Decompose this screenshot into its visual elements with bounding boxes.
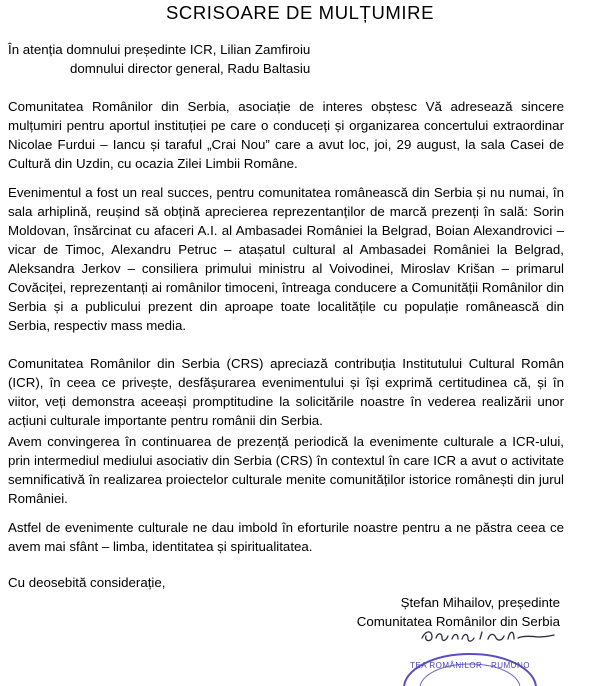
paragraph-3: Comunitatea Românilor din Serbia (CRS) apreciază contribuția Institutului Cultural Român (ICR), în ceea ce privește, desfășurarea evenimentului și își exprimă certitudinea că, și în viitor, veți demonstra aceeași promptitudine la solicitările noastre în vederea realizării unor acțiuni culturale importante pentru românii din Serbia.: [8, 356, 564, 428]
signatory-organization: Comunitatea Românilor din Serbia: [356, 614, 560, 629]
paragraph-2: Evenimentul a fost un real succes, pentru comunitatea românească din Serbia și nu numai, în sala arhiplină, reușind să obțină aprecierea reprezentanților de marcă prezenți în sală: Sorin Moldovan, însărcinat cu afaceri A.I. al Ambasadei României la Belgrad, Boian Alexandrovici – vicar de Timoc, Alexandru Petruc – atașatul cultural al Ambasadei României la Belgrad, Aleksandra Jerkov – consiliera primului ministru al Voivodinei, Miroslav Krišan – primarul Covăciței, reprezentanți ai românilor timoceni, întreaga conducere a Comunității Românilor din Serbia și a publicului prezent din aproape toate localitățile cu populație românească din Serbia, respectiv mass media.: [8, 185, 564, 333]
addressee-block: [8, 40, 310, 78]
paragraph-5: Astfel de evenimente culturale ne dau imbold în eforturile noastre pentru a ne păstra ceea ce avem mai sfânt – limba, identitatea și spiritualitatea.: [8, 520, 564, 554]
addressee-line-2: domnului director general, Radu Baltasiu: [70, 61, 311, 76]
letter-title: SCRISOARE DE MULȚUMIRE: [165, 2, 435, 23]
stamp-text: TEA ROMÂNILOR · RUMUNO: [410, 661, 530, 670]
addressee-line-1: În atenția domnului președinte ICR, Lilian Zamfiroiu: [8, 42, 311, 57]
official-stamp: [395, 646, 545, 686]
paragraph-1: Comunitatea Românilor din Serbia, asociație de interes obștesc Vă adresează sincere mulțumiri pentru aportul instituției pe care o conduceți și organizarea concertului extraordinar Nicolae Furdui – Iancu și taraful „Crai Nou” care a avut loc, joi, 29 august, la sala Casei de Cultură din Uzdin, cu ocazia Zilei Limbii Române.: [8, 99, 564, 171]
closing-formula: Cu deosebită considerație,: [8, 575, 166, 590]
signatory-name: Ștefan Mihailov, președinte: [400, 595, 560, 610]
paragraph-4: Avem convingerea în continuarea de prezență periodică la evenimente culturale a ICR-ului, prin intermediul mediului asociativ din Serbia (CRS) în contextul în care ICR a avut o activitate semnificativă în realizarea proiectelor culturale menite comunităților istorice românești din jurul României.: [8, 434, 564, 506]
handwritten-signature: [418, 624, 558, 648]
